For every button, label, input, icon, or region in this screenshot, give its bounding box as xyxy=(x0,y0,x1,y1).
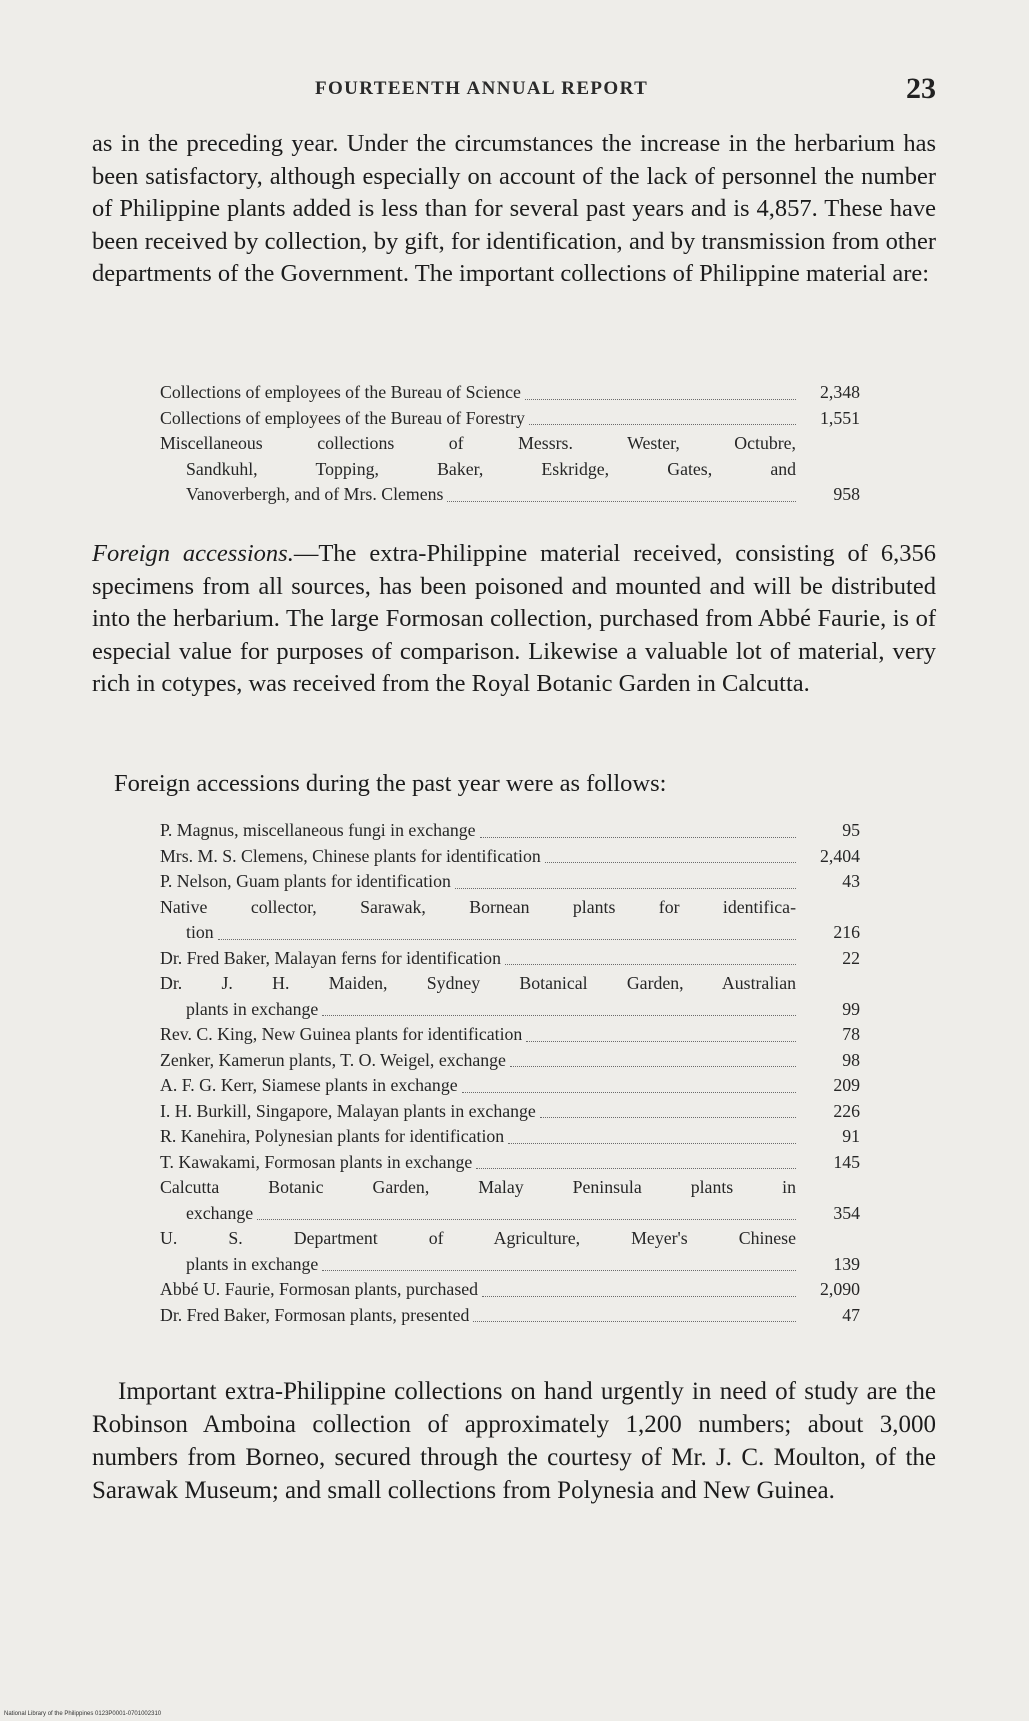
list-item-count: 47 xyxy=(842,1304,860,1325)
leader-dots xyxy=(257,1219,796,1220)
paragraph-herbarium-increase: as in the preceding year. Under the circumstances the increase in the herbarium has been satisfactory, although especially on account of the lack of personnel the number of Philippine plants added is less than for several past years and is 4,857. These have been received by collection, by gift, for identification, and by transmission from other departments of the Government. The important collections of Philippine material are: xyxy=(92,130,936,287)
list-item-count: 2,090 xyxy=(819,1279,860,1299)
leader-dots xyxy=(482,1296,796,1297)
leader-dots xyxy=(322,1270,796,1271)
leader-dots xyxy=(480,837,796,838)
list-item-text-continued: Sandkuhl, Topping, Baker, Eskridge, Gates, and xyxy=(186,458,796,479)
list-item-count: 216 xyxy=(833,922,860,942)
list-item xyxy=(160,1048,860,1074)
list-item-count: 226 xyxy=(833,1100,860,1121)
leader-dots xyxy=(505,964,796,965)
list-item xyxy=(160,1150,860,1176)
leader-dots xyxy=(540,1117,796,1118)
leader-dots xyxy=(545,862,796,863)
list-item-count: 209 xyxy=(833,1075,860,1095)
leader-dots xyxy=(322,1015,796,1016)
list-item-text: Dr. J. H. Maiden, Sydney Botanical Garden, Australian xyxy=(160,973,796,993)
list-item-count: 98 xyxy=(842,1049,860,1070)
list-item-count: 78 xyxy=(842,1024,860,1044)
leader-dots xyxy=(529,424,796,425)
leader-dots xyxy=(476,1168,796,1169)
list-item xyxy=(160,1073,860,1099)
list-item-count: 139 xyxy=(833,1253,860,1274)
list-item-text-continued: tion xyxy=(186,922,214,942)
list-item-text: I. H. Burkill, Singapore, Malayan plants in exchange xyxy=(160,1100,536,1121)
list-item xyxy=(160,1226,860,1277)
paragraph-accessions-intro: Foreign accessions during the past year were as follows: xyxy=(114,770,667,797)
philippine-collections-list xyxy=(160,380,860,508)
list-item-count: 958 xyxy=(833,484,860,504)
list-item-text: Mrs. M. S. Clemens, Chinese plants for identification xyxy=(160,845,541,866)
paragraph-extra-philippine-collections: Important extra-Philippine collections on hand urgently in need of study are the Robinson Amboina collection of approximately 1,200 numbers; about 3,000 numbers from Borneo, secured through the courtesy of Mr. J. C. Moulton, of the Sarawak Museum; and small collections from Polynesia and New Guinea. xyxy=(92,1378,936,1504)
list-item-count: 99 xyxy=(842,998,860,1019)
list-item xyxy=(160,946,860,972)
list-item-text: Native collector, Sarawak, Bornean plants for identifica- xyxy=(160,896,796,917)
list-item xyxy=(160,844,860,870)
list-item-text: Calcutta Botanic Garden, Malay Peninsula plants in xyxy=(160,1177,796,1197)
foreign-accessions-list xyxy=(160,818,860,1328)
list-item xyxy=(160,895,860,946)
list-item-count: 91 xyxy=(842,1126,860,1146)
list-item xyxy=(160,431,860,508)
list-item xyxy=(160,1303,860,1329)
list-item-text: P. Magnus, miscellaneous fungi in exchange xyxy=(160,820,476,840)
list-item-text: R. Kanehira, Polynesian plants for identification xyxy=(160,1126,505,1146)
leader-dots xyxy=(462,1092,796,1093)
list-item-count: 43 xyxy=(842,871,860,891)
leader-dots xyxy=(525,399,796,400)
list-item xyxy=(160,1277,860,1303)
list-item xyxy=(160,1022,860,1048)
list-item-count: 22 xyxy=(842,947,860,968)
list-item xyxy=(160,818,860,844)
list-item-text: U. S. Department of Agriculture, Meyer's Chinese xyxy=(160,1228,796,1248)
leader-dots xyxy=(473,1321,796,1322)
list-item-text: Miscellaneous collections of Messrs. Wester, Octubre, xyxy=(160,433,796,453)
leader-dots xyxy=(218,939,796,940)
list-item xyxy=(160,1175,860,1226)
list-item-count: 1,551 xyxy=(819,407,860,428)
paragraph-foreign-accessions xyxy=(92,538,936,701)
leader-dots xyxy=(447,501,796,502)
list-item xyxy=(160,869,860,895)
list-item-count: 354 xyxy=(833,1202,860,1223)
list-item xyxy=(160,1124,860,1150)
leader-dots xyxy=(508,1143,796,1144)
list-item xyxy=(160,1099,860,1125)
leader-dots xyxy=(510,1066,796,1067)
scan-footer: National Library of the Philippines 0123P0001-0701002310 xyxy=(4,1711,162,1717)
list-item-text: Dr. Fred Baker, Formosan plants, presented xyxy=(160,1304,470,1325)
list-item xyxy=(160,406,860,432)
list-item-text: A. F. G. Kerr, Siamese plants in exchange xyxy=(160,1075,458,1095)
list-item-text-continued: Vanoverbergh, and of Mrs. Clemens xyxy=(186,484,444,504)
list-item-text: T. Kawakami, Formosan plants in exchange xyxy=(160,1151,473,1172)
section-run-in-heading: Foreign accessions. xyxy=(92,540,294,567)
leader-dots xyxy=(455,888,796,889)
list-item-count: 2,348 xyxy=(819,382,860,402)
list-item-count: 2,404 xyxy=(819,845,860,866)
list-item-text: Abbé U. Faurie, Formosan plants, purchased xyxy=(160,1279,479,1299)
leader-dots xyxy=(526,1041,796,1042)
list-item-text: P. Nelson, Guam plants for identification xyxy=(160,871,451,891)
list-item-text: Rev. C. King, New Guinea plants for identification xyxy=(160,1024,523,1044)
list-item-text: Dr. Fred Baker, Malayan ferns for identification xyxy=(160,947,501,968)
paragraph-text: —The extra-Philippine material received, consisting of 6,356 specimens from all sources, has been poisoned and mounted and will be distributed into the herbarium. The large Formosan collection, purchased from Abbé Faurie, is of especial value for purposes of comparison. Likewise a valuable lot of material, very rich in cotypes, was received from the Royal Botanic Garden in Calcutta. xyxy=(92,540,936,697)
list-item-text: Zenker, Kamerun plants, T. O. Weigel, exchange xyxy=(160,1049,506,1070)
list-item-text: Collections of employees of the Bureau of Forestry xyxy=(160,407,525,428)
page-header xyxy=(90,72,940,112)
list-item-count: 145 xyxy=(833,1151,860,1172)
list-item xyxy=(160,380,860,406)
running-head: FOURTEENTH ANNUAL REPORT xyxy=(315,78,649,99)
list-item-text-continued: plants in exchange xyxy=(186,1253,319,1274)
page-number: 23 xyxy=(906,72,936,105)
list-item xyxy=(160,971,860,1022)
list-item-text-continued: plants in exchange xyxy=(186,998,319,1019)
list-item-text-continued: exchange xyxy=(186,1202,254,1223)
list-item-text: Collections of employees of the Bureau of Science xyxy=(160,382,521,402)
list-item-count: 95 xyxy=(842,820,860,840)
